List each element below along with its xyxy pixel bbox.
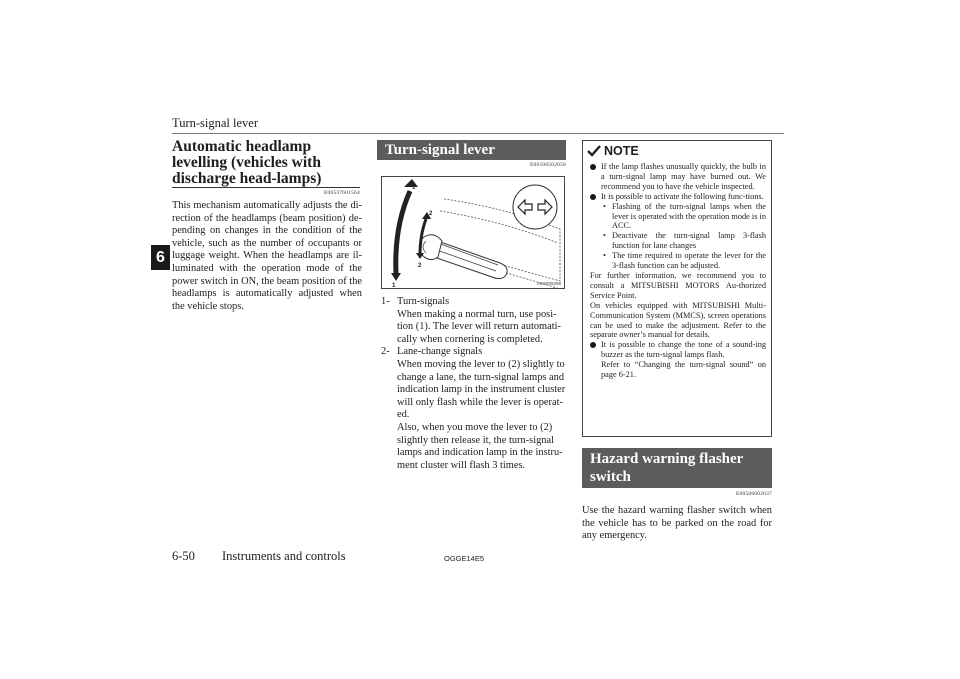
small-bullet-icon: •	[603, 201, 606, 211]
note-bullet-text: It is possible to activate the following func-tions.	[601, 191, 764, 201]
note-continuation: On vehicles equipped with MITSUBISHI Multi-Communication System (MMCS), screen operations can be used to make the adjustment. Refer to the separate owner’s manual for details.	[590, 300, 766, 340]
list-item-number: 1-	[381, 296, 390, 307]
turn-signal-title: Turn-signal lever	[377, 140, 566, 160]
running-head: Turn-signal lever	[172, 116, 258, 130]
note-header	[587, 144, 639, 158]
note-box	[582, 140, 772, 437]
note-bullet	[590, 340, 766, 360]
list-item-number: 2-	[381, 346, 390, 358]
hazard-title: Hazard warning flasher switch	[582, 448, 772, 488]
footer-page-number: 6-50	[172, 549, 195, 563]
footer-doc-code: OGGE14E5	[444, 554, 485, 563]
footer-section: Instruments and controls	[222, 549, 346, 563]
list-item-heading: Turn-signals	[397, 296, 450, 307]
turn-signal-code: E00506502658	[529, 162, 566, 168]
small-bullet-icon: •	[603, 231, 606, 241]
lever-illustration	[382, 177, 565, 289]
note-sub-text: Deactivate the turn-signal lamp 3-flash function for lane changes	[612, 231, 766, 251]
bullet-icon	[590, 342, 596, 348]
note-bullet	[590, 162, 766, 192]
note-sub-item	[590, 231, 766, 251]
list-item-text: When making a normal turn, use posi-tion (1). The lever will return automati-cally when cornering is completed.	[397, 308, 561, 345]
note-check-icon	[587, 145, 601, 157]
note-bullet-text: It is possible to change the tone of a sound-ing buzzer as the turn-signal lamps flash.	[601, 340, 766, 360]
list-item-text: When moving the lever to (2) slightly to change a lane, the turn-signal lamps and indication lamp in the instrument cluster will only flash while the lever is operat-ed.	[397, 358, 566, 421]
label-2-down: 2	[418, 263, 422, 269]
auto-levelling-rule	[172, 187, 360, 188]
note-sub-item	[590, 251, 766, 271]
hazard-code: E00506602037	[735, 491, 772, 497]
note-continuation: For further information, we recommend you to consult a MITSUBISHI MOTORS Au-thorized Service Point.	[590, 270, 766, 300]
header-rule	[172, 133, 784, 134]
auto-levelling-body: This mechanism automatically adjusts the di-rection of the headlamps (beam position) de-pending on changes in the condition of the vehicle, such as the number of occupants or luggage weight. When the headlamps are il-luminated with the operation mode of the power switch in ON, the beam position of the headlamps is automatically adjusted when the vehicle stops.	[172, 200, 362, 312]
note-sub-text: Flashing of the turn-signal lamps when the lever is operated with the operation mode is in ACC.	[612, 201, 766, 231]
figure-code: AG0009298	[536, 281, 561, 286]
auto-levelling-title: Automatic headlamp levelling (vehicles with discharge head-lamps)	[172, 138, 322, 187]
turn-signal-list	[381, 296, 569, 472]
note-bullet-text: If the lamp flashes unusually quickly, the bulb in a turn-signal lamp may have burned out. We recommend you to have the vehicle inspected.	[601, 162, 766, 191]
note-continuation: Refer to “Changing the turn-signal sound” on page 6-21.	[601, 360, 766, 380]
note-body	[590, 162, 766, 380]
chapter-tab: 6	[151, 245, 170, 270]
bullet-icon	[590, 164, 596, 170]
note-bullet	[590, 192, 766, 202]
label-1-down: 1	[392, 283, 396, 289]
label-2-up: 2	[429, 211, 433, 217]
turn-signal-figure	[381, 176, 565, 289]
list-item-heading: Lane-change signals	[397, 346, 483, 358]
label-1-up: 1	[412, 185, 416, 191]
bullet-icon	[590, 194, 596, 200]
note-sub-text: The time required to operate the lever for the 3-flash function can be adjusted.	[612, 251, 766, 271]
note-label: NOTE	[604, 144, 639, 158]
list-item	[381, 346, 569, 472]
hazard-body: Use the hazard warning flasher switch when the vehicle has to be parked on the road for any emergency.	[582, 505, 772, 542]
list-item	[381, 296, 569, 346]
small-bullet-icon: •	[603, 251, 606, 261]
note-sub-item	[590, 202, 766, 232]
list-item-text-2: Also, when you move the lever to (2) slightly then release it, the turn-signal lamps and indication lamp in the instru-ment cluster will flash 3 times.	[397, 421, 563, 471]
auto-levelling-code: E00537601564	[323, 190, 360, 196]
